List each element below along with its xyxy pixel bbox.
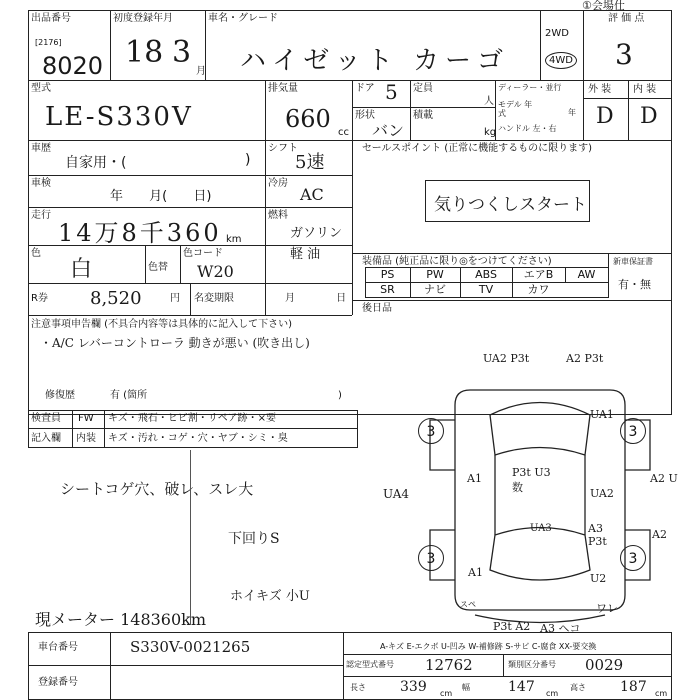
- name-change-value: 月 日: [285, 293, 347, 304]
- length-value: 339: [400, 679, 427, 695]
- cert-value: 12762: [425, 656, 473, 674]
- usage-close: ): [245, 152, 251, 168]
- ac-label: 冷房: [268, 178, 288, 189]
- length-unit: cm: [440, 689, 453, 698]
- color-no-label: 色替: [148, 262, 168, 273]
- note-wheel: ホイキズ 小U: [230, 589, 310, 604]
- exterior-label: 外 装: [588, 84, 612, 95]
- tire-mark-rear-left: 3: [418, 545, 444, 571]
- new-car-warranty-label: 新車保証書: [613, 257, 653, 266]
- car-name-label: 車名・グレード: [208, 13, 278, 24]
- width-unit: cm: [546, 689, 559, 698]
- fuel-gasoline: ガソリン: [290, 226, 343, 241]
- recycle-unit: 円: [170, 293, 180, 304]
- width-value: 147: [508, 679, 535, 695]
- usage-label: 車歴: [31, 143, 51, 154]
- mark-roof: P3t U3 数: [512, 466, 551, 494]
- mark-bumper-p3t: P3t A2: [493, 620, 531, 633]
- seats-unit: 人: [484, 96, 494, 107]
- load-unit: kg: [484, 127, 497, 138]
- width-label: 幅: [462, 683, 470, 692]
- dealer-label: ディーラー・並行: [498, 83, 562, 92]
- pen-line: [190, 450, 191, 625]
- mark-left-ua4: UA4: [383, 487, 410, 501]
- car-diagram: [395, 360, 685, 630]
- first-reg-year: 18: [125, 35, 164, 70]
- first-reg-month-unit: 月: [196, 66, 206, 77]
- color-value: 白: [70, 257, 93, 282]
- note-seat: シートコゲ穴、破レ、スレ大: [60, 480, 254, 498]
- mileage-label: 走行: [31, 210, 51, 221]
- interior-grade: D: [640, 104, 658, 129]
- mark-door-a1: A1: [467, 472, 482, 485]
- interior-items: キズ・汚れ・コゲ・穴・ヤブ・シミ・臭: [108, 433, 288, 444]
- caution-label: 注意事項申告欄 (不具合内容等は具体的に記入して下さい): [31, 319, 292, 330]
- score: 3: [615, 38, 633, 71]
- fuel-diesel: 軽 油: [290, 247, 321, 262]
- shaken-value: 年 月( 日): [110, 189, 212, 204]
- door-label: ドア: [355, 83, 375, 94]
- model-year-label: モデル 年式: [498, 100, 533, 118]
- registration-label: 登録番号: [38, 677, 78, 688]
- venue-note: ①会場仕: [582, 0, 625, 12]
- mark-a3: A3 P3t: [588, 522, 607, 548]
- shift-label: シフト: [268, 143, 298, 154]
- mark-rear-a2: A2: [652, 528, 667, 541]
- mileage-value: 14万8千360: [58, 219, 222, 247]
- equip-aw: AW: [577, 268, 596, 281]
- model: LE-S330V: [45, 102, 193, 132]
- mileage-unit: km: [226, 234, 242, 245]
- tire-mark-rear-right: 3: [620, 545, 646, 571]
- ac-value: AC: [300, 185, 324, 204]
- shift-value: 5速: [295, 152, 325, 173]
- inspector-label: 検査員: [31, 413, 61, 424]
- spare-label: スペ: [460, 600, 476, 609]
- mark-ware: ワレ: [596, 602, 618, 615]
- mark-right-ua2: UA2: [590, 487, 614, 500]
- equip-pw: PW: [426, 268, 444, 281]
- class-label: 類別区分番号: [508, 660, 556, 669]
- damage-legend: A-キズ E-エクボ U-凹み W-補修跡 S-サビ C-腐食 XX-要交換: [380, 642, 597, 651]
- repair-close: ): [338, 390, 342, 401]
- chassis-value: S330V-0021265: [130, 638, 251, 656]
- note-meter: 現メーター 148360km: [35, 610, 207, 629]
- shaken-label: 車検: [31, 178, 51, 189]
- mark-rear-u2: U2: [590, 572, 607, 585]
- entry-label: 記入欄: [31, 433, 61, 444]
- tire-mark-front-left: 3: [418, 418, 444, 444]
- load-label: 積載: [413, 110, 433, 121]
- recycle-label: R券: [31, 293, 48, 304]
- lot-number: 8020: [42, 52, 104, 80]
- equip-sr: SR: [380, 283, 395, 296]
- year-unit: 年: [568, 108, 576, 117]
- height-unit: cm: [655, 689, 668, 698]
- color-code: W20: [197, 262, 234, 281]
- mark-right-a2: A2 U: [650, 472, 678, 485]
- note-underbody: 下回りS: [228, 531, 280, 547]
- shape-value: バン: [372, 121, 405, 140]
- color-code-label: 色コード: [183, 248, 223, 259]
- fw-label: FW: [78, 413, 94, 424]
- mark-front-a2: A2 P3t: [566, 352, 604, 365]
- chassis-label: 車台番号: [38, 642, 78, 653]
- mark-front-ua2: UA2 P3t: [483, 352, 530, 365]
- mark-rear-a1: A1: [468, 566, 483, 579]
- displacement-label: 排気量: [268, 83, 298, 94]
- mark-right-ua1: UA1: [590, 408, 614, 421]
- drive-4wd: 4WD: [545, 52, 577, 69]
- model-label: 型式: [31, 83, 51, 94]
- color-label: 色: [31, 248, 41, 259]
- caution-text: ・A/C レバーコントローラ 動きが悪い (吹き出し): [40, 336, 310, 350]
- equip-leather: カワ: [527, 283, 550, 296]
- fuel-label: 燃料: [268, 210, 288, 221]
- sales-point-label: セールスポイント (正常に機能するものに限ります): [362, 143, 593, 154]
- height-label: 高さ: [570, 683, 586, 692]
- equipment-label: 装備品 (純正品に限り◎をつけてください): [362, 256, 552, 267]
- score-label: 評 価 点: [608, 13, 645, 24]
- length-label: 長さ: [350, 683, 366, 692]
- equip-navi: ナビ: [424, 283, 446, 296]
- repair-label: 修復歴: [45, 390, 75, 401]
- handle-label: ハンドル 左・右: [498, 124, 557, 133]
- equip-ps: PS: [380, 268, 395, 281]
- warranty-value: 有・無: [618, 278, 651, 291]
- interior-check-label: 内装: [76, 433, 96, 444]
- cert-label: 認定型式番号: [346, 660, 394, 669]
- mark-bumper-a3: A3 ヘコ: [540, 622, 581, 635]
- car-name: ハイゼット カーゴ: [240, 46, 509, 76]
- drive-2wd-label: 2WD: [545, 28, 569, 39]
- height-value: 187: [620, 679, 647, 695]
- equip-abs: ABS: [475, 268, 497, 281]
- displacement-unit: cc: [338, 127, 349, 138]
- displacement: 660: [285, 105, 331, 133]
- recycle-value: 8,520: [90, 288, 142, 309]
- door-value: 5: [385, 80, 398, 104]
- exterior-grade: D: [596, 104, 614, 129]
- class-value: 0029: [585, 656, 624, 674]
- lot-sub: [2176]: [35, 38, 62, 47]
- equip-airbag: エアB: [523, 268, 554, 281]
- first-reg-label: 初度登録年月: [113, 13, 173, 24]
- sales-point-value: 気りつくしスタート: [434, 195, 587, 215]
- usage-value: 自家用・(: [65, 155, 127, 171]
- name-change-label: 名変期限: [194, 293, 234, 304]
- after-items-label: 後日品: [362, 303, 392, 314]
- interior-label: 内 装: [633, 84, 657, 95]
- tire-mark-front-right: 3: [620, 418, 646, 444]
- seats-label: 定員: [413, 83, 433, 94]
- fw-items: キズ・飛石・ヒビ割・リペア跡・×要: [108, 413, 276, 424]
- lot-number-label: 出品番号: [31, 13, 71, 24]
- repair-value: 有 (箇所: [110, 390, 148, 401]
- equip-tv: TV: [478, 283, 494, 296]
- shape-label: 形状: [355, 110, 375, 121]
- mark-ua3: UA3: [530, 523, 552, 534]
- first-reg-month: 3: [172, 35, 192, 70]
